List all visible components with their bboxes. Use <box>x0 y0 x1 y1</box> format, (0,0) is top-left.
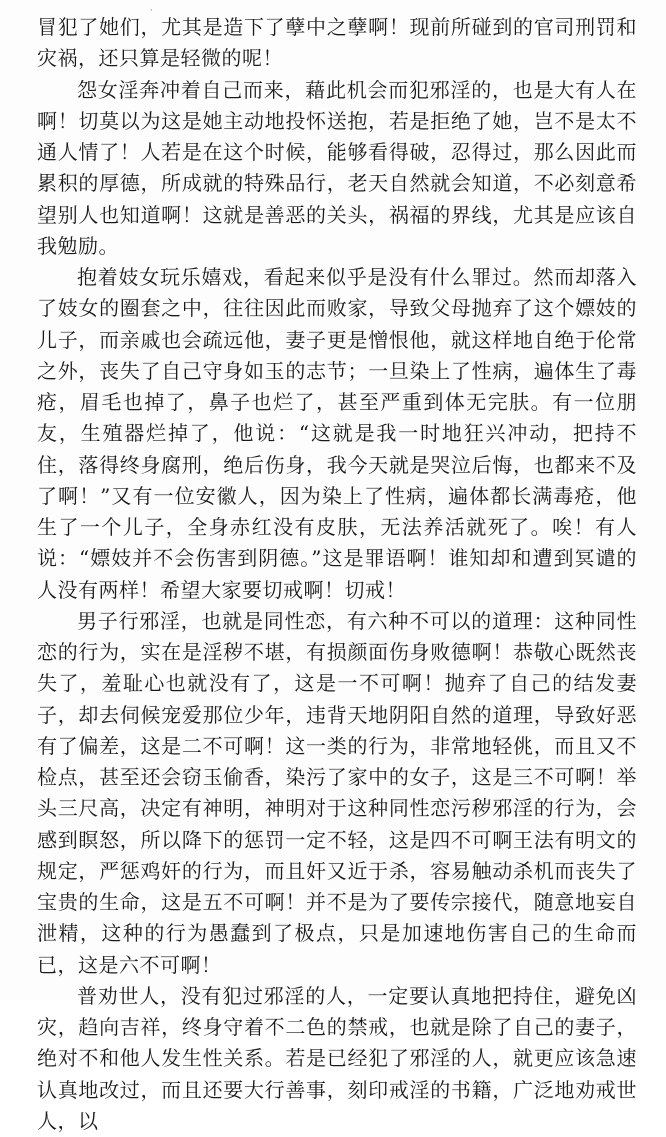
paragraph-5: 普劝世人，没有犯过邪淫的人，一定要认真地把持住，避免凶灾，趋向吉祥，终身守着不二色的禁戒，也就是除了自己的妻子，绝对不和他人发生性关系。若是已经犯了邪淫的人，就更应该急速认真地改过，而且还要大行善事，刻印戒淫的书籍，广泛地劝戒世人，以 <box>37 983 637 1133</box>
header-mark: · <box>150 6 153 16</box>
paragraph-1: 冒犯了她们，尤其是造下了孽中之孽啊！现前所碰到的官司刑罚和灾祸，还只算是轻微的呢！ <box>37 15 637 71</box>
body-text <box>37 12 637 1137</box>
paragraph-2: 怨女淫奔冲着自己而来，藉此机会而犯邪淫的，也是大有人在啊！切莫以为这是她主动地投怀送抱，若是拒绝了她，岂不是太不通人情了！人若是在这个时候，能够看得破，忍得过，那么因此而累积的厚德，所成就的特殊品行，老天自然就会知道，不必刻意希望别人也知道啊！这就是善恶的关头，祸福的界线，尤其是应该自我勉励。 <box>37 77 637 258</box>
paragraph-4: 男子行邪淫，也就是同性恋，有六种不可以的道理：这种同性恋的行为，实在是淫秽不堪，有损颜面伤身败德啊！恭敬心既然丧失了，羞耻心也就没有了，这是一不可啊！抛弃了自己的结发妻子，却去伺候宠爱那位少年，违背天地阴阳自然的道理，导致好恶有了偏差，这是二不可啊！这一类的行为，非常地轻佻，而且又不检点，甚至还会窃玉偷香，染污了家中的女子，这是三不可啊！举头三尺高，决定有神明，神明对于这种同性恋污秽邪淫的行为，会感到瞑怒，所以降下的惩罚一定不轻，这是四不可啊王法有明文的规定，严惩鸡奸的行为，而且奸又近于杀，容易触动杀机而丧失了宝贵的生命，这是五不可啊！并不是为了要传宗接代，随意地妄自泄精，这种的行为愚蠢到了极点，只是加速地伤害自己的生命而已，这是六不可啊！ <box>37 608 637 977</box>
paragraph-3: 抱着妓女玩乐嬉戏，看起来似乎是没有什么罪过。然而却落入了妓女的圈套之中，往往因此而败家，导致父母抛弃了这个嫖妓的儿子，而亲戚也会疏远他，妻子更是憎恨他，就这样地自绝于伦常之外，丧失了自己守身如玉的志节；一旦染上了性病，遍体生了毒疮，眉毛也掉了，鼻子也烂了，甚至严重到体无完肤。有一位朋友，生殖器烂掉了，他说：“这就是我一时地狂兴冲动，把持不住，落得终身腐刑，绝后伤身，我今天就是哭泣后悔，也都来不及了啊！”又有一位安徽人，因为染上了性病，遍体都长满毒疮，他生了一个儿子，全身赤红没有皮肤，无法养活就死了。唉！有人说：“嫖妓并不会伤害到阴德。”这是罪语啊！谁知却和遭到冥谴的人没有两样！希望大家要切戒啊！切戒！ <box>37 265 637 602</box>
